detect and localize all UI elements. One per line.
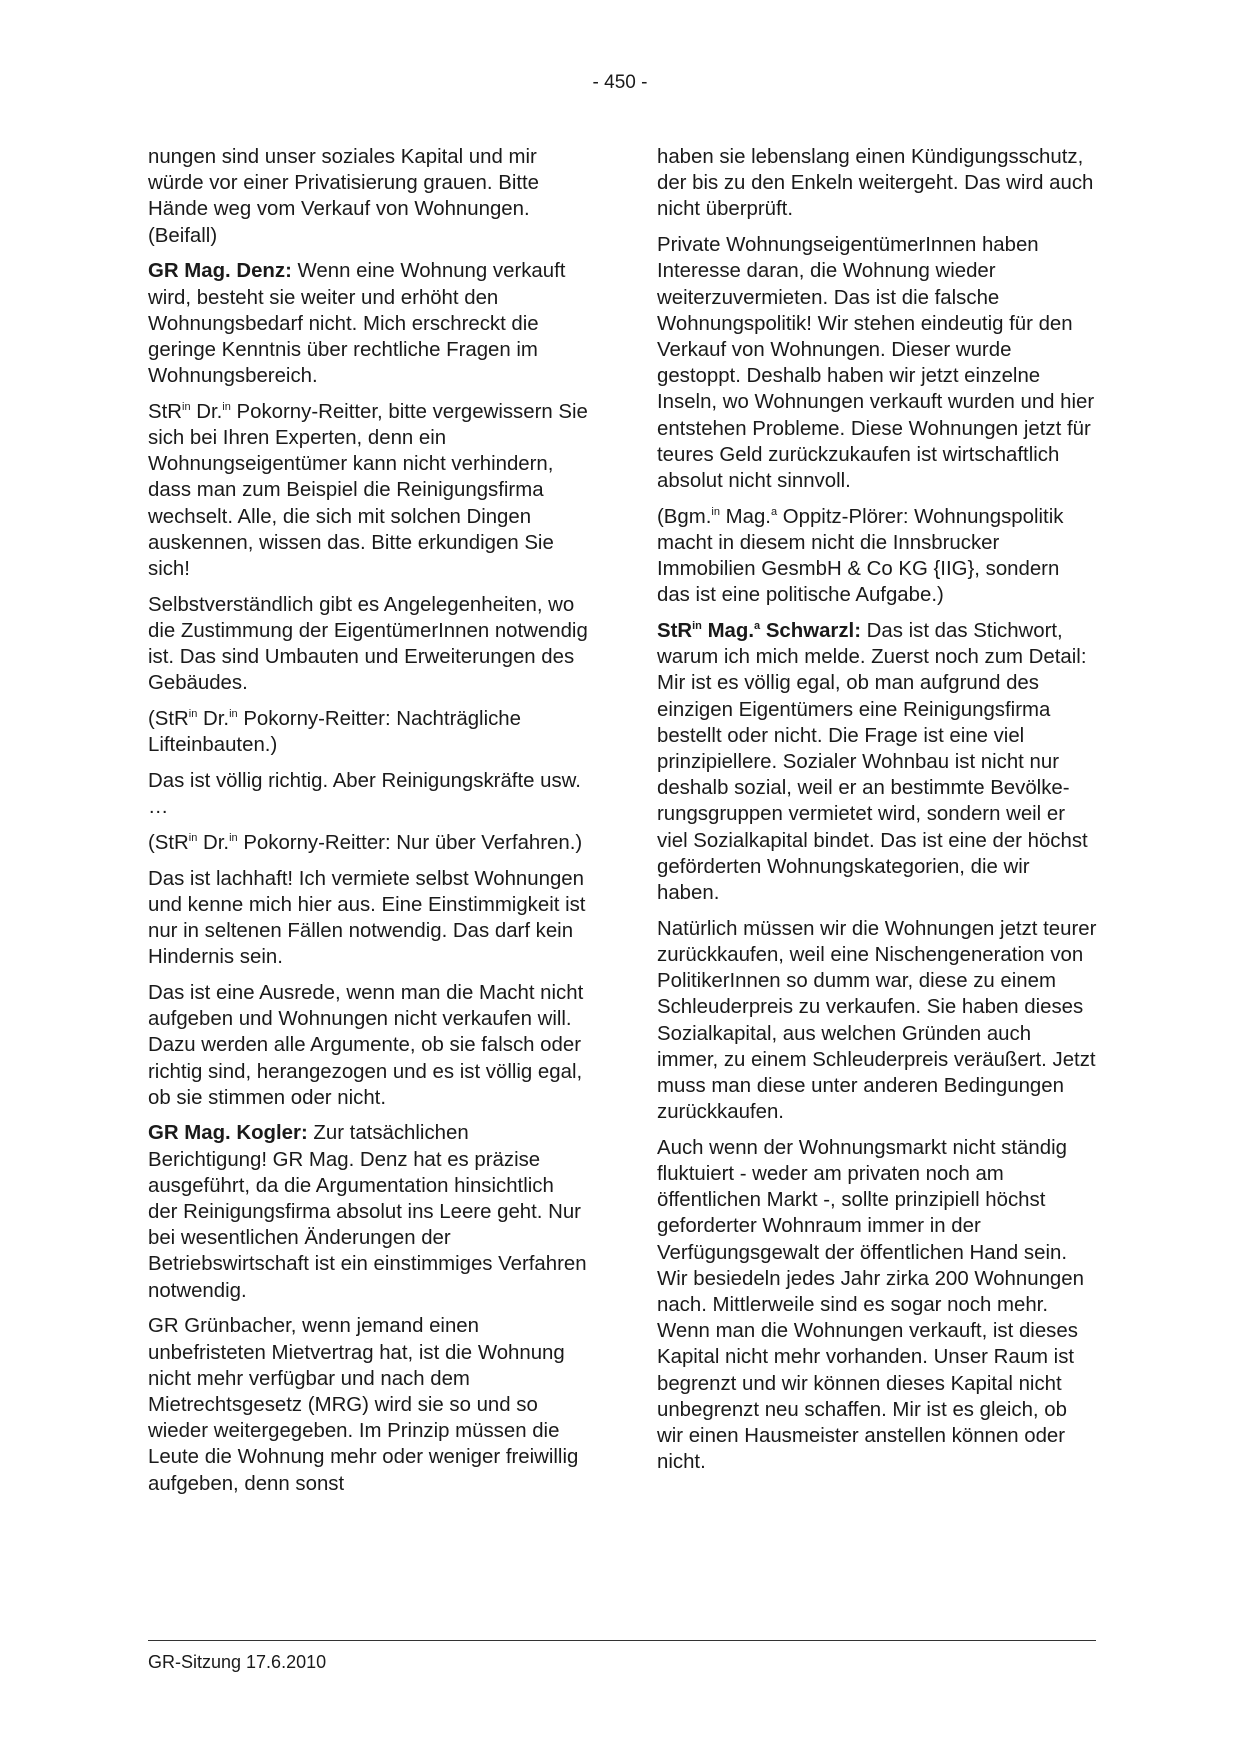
- left-column: [148, 144, 588, 1506]
- page-number: - 450 -: [592, 72, 648, 93]
- paragraph: StR$^{in}$ Dr.$^{in}$ Pokorny-Reitter, bitte vergewissern Sie sich bei Ihren Experten, denn ein Wohnungseigentümer kann nicht verhindern, dass man zum Beispiel die Reinigungsfirma wechselt. Alle, die sich mit solchen Dingen auskennen, wissen das. Bitte erkundigen Sie sich!: [148, 400, 588, 581]
- right-column: [657, 144, 1097, 1485]
- paragraph: (Bgm.$^{in}$ Mag.$^a$ Oppitz-Plörer: Wohnungspolitik macht in diesem nicht die Innsbrucker Immobilien GesmbH & Co KG {IIG}, sondern das ist eine politische Aufgabe.): [657, 505, 1064, 607]
- paragraph: Private WohnungseigentümerInnen haben Interesse daran, die Wohnung wieder weiterzuvermieten. Das ist die falsche Wohnungspolitik! Wir stehen eindeutig für den Verkauf von Wohnungen. Dieser wurde gestoppt. Deshalb haben wir jetzt einzelne Inseln, wo Wohnungen verkauft wurden und hier entstehen Probleme. Diese Wohnungen jetzt für teures Geld zurückzukaufen ist wirtschaftlich absolut nicht sinnvoll.: [657, 234, 1095, 492]
- paragraph: (StR$^{in}$ Dr.$^{in}$ Pokorny-Reitter: Nachträgliche Lifteinbauten.): [148, 708, 521, 757]
- paragraph: StR$^{in}$ Mag.$^a$ Schwarzl: Das ist das Stichwort, warum ich mich melde. Zuerst noch zum Detail: Mir ist es völlig egal, ob man aufgrund des einzigen Eigentümers eine Reinigungsfirma bestellt oder nicht. Die Frage ist eine viel prinzipiellere. Sozialer Wohnbau ist nicht nur deshalb sozial, weil er an bestimmte Bevölkerungsgruppen vermietet wird, sondern weil er viel Sozialkapital bindet. Das ist eine der höchst geförderten Wohnungskategorien, die wir haben.: [657, 619, 1088, 904]
- paragraph: Selbstverständlich gibt es Angelegenheiten, wo die Zustimmung der EigentümerInnen notwendig ist. Das sind Umbauten und Erweiterungen des Gebäudes.: [148, 593, 588, 695]
- paragraph: GR Grünbacher, wenn jemand einen unbefristeten Mietvertrag hat, ist die Wohnung nicht mehr verfügbar und nach dem Mietrechtsgesetz (MRG) wird sie so und so wieder weitergegeben. Im Prinzip müssen die Leute die Wohnung mehr oder weniger freiwillig aufgeben, denn sonst: [148, 1315, 579, 1495]
- paragraph: Das ist völlig richtig. Aber Reinigungskräfte usw. …: [148, 769, 581, 819]
- speaker-name: GR Mag. Denz:: [148, 260, 292, 283]
- paragraph: GR Mag. Kogler: Zur tatsächlichen Berichtigung! GR Mag. Denz hat es präzise ausgeführt, da die Argumentation hinsichtlich der Reinigungsfirma absolut ins Leere geht. Nur bei wesentlichen Änderungen der Betriebswirtschaft ist ein einstimmiges Verfahren notwendig.: [148, 1122, 587, 1302]
- footer-session-date: GR-Sitzung 17.6.2010: [148, 1652, 327, 1672]
- paragraph: (StR$^{in}$ Dr.$^{in}$ Pokorny-Reitter: Nur über Verfahren.): [148, 831, 583, 854]
- speaker-name: GR Mag. Kogler:: [148, 1122, 308, 1145]
- paragraph: GR Mag. Denz: Wenn eine Wohnung verkauft wird, besteht sie weiter und erhöht den Wohnungsbedarf nicht. Mich erschreckt die geringe Kenntnis über rechtliche Fragen im Wohnungsbereich.: [148, 260, 566, 388]
- paragraph: haben sie lebenslang einen Kündigungsschutz, der bis zu den Enkeln weitergeht. Das wird auch nicht überprüft.: [657, 146, 1094, 221]
- paragraph: nungen sind unser soziales Kapital und mir würde vor einer Privatisierung grauen. Bitte Hände weg vom Verkauf von Wohnungen. (Beifall): [148, 146, 540, 247]
- paragraph: Natürlich müssen wir die Wohnungen jetzt teurer zurückkaufen, weil eine Nischengeneration von PolitikerInnen so dumm war, diese zu einem Schleuderpreis zu verkaufen. Sie haben dieses Sozialkapital, aus welchen Gründen auch immer, zu einem Schleuderpreis veräußert. Jetzt muss man diese unter anderen Bedingungen zurückkaufen.: [657, 917, 1097, 1124]
- paragraph: Auch wenn der Wohnungsmarkt nicht ständig fluktuiert - weder am privaten noch am öffentlichen Markt -, sollte prinzipiell höchst geforderter Wohnraum immer in der Verfügungsgewalt der öffentlichen Hand sein. Wir besiedeln jedes Jahr zirka 200 Wohnungen nach. Mittlerweile sind es sogar noch mehr. Wenn man die Wohnungen verkauft, ist dieses Kapital nicht mehr vorhanden. Unser Raum ist begrenzt und wir können dieses Kapital nicht unbegrenzt neu schaffen. Mir ist es gleich, ob wir einen Hausmeister anstellen können oder nicht.: [657, 1136, 1084, 1474]
- footer-divider: [148, 1640, 1096, 1641]
- paragraph: Das ist eine Ausrede, wenn man die Macht nicht aufgeben und Wohnungen nicht verkaufen will. Dazu werden alle Argumente, ob sie falsch oder richtig sind, herangezogen und es ist völlig egal, ob sie stimmen oder nicht.: [148, 981, 584, 1109]
- paragraph: Das ist lachhaft! Ich vermiete selbst Wohnungen und kenne mich hier aus. Eine Einstimmigkeit ist nur in seltenen Fällen notwendig. Das darf kein Hindernis sein.: [148, 867, 586, 969]
